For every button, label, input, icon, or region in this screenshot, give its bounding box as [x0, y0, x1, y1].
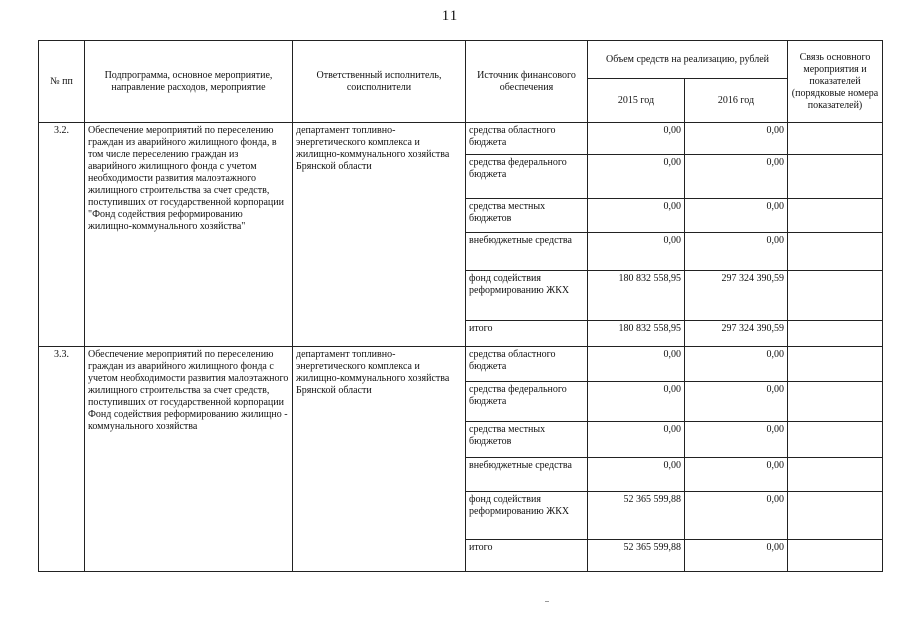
amount-2016: 0,00 [685, 199, 788, 233]
table-row [39, 347, 883, 382]
financing-table [38, 40, 883, 572]
amount-2015: 0,00 [588, 155, 685, 199]
amount-2016: 0,00 [685, 123, 788, 155]
amount-2016: 0,00 [685, 422, 788, 458]
amount-2015: 180 832 558,95 [588, 271, 685, 321]
amount-2015-total: 180 832 558,95 [588, 321, 685, 347]
section-number: 3.3. [39, 347, 85, 572]
link-cell [788, 123, 883, 155]
amount-2015: 52 365 599,88 [588, 492, 685, 540]
page-number: 11 [441, 8, 459, 24]
source-cell-total: итого [466, 321, 588, 347]
section-number: 3.2. [39, 123, 85, 347]
link-cell [788, 540, 883, 572]
source-cell: внебюджетные средства [466, 458, 588, 492]
amount-2015: 0,00 [588, 199, 685, 233]
amount-2015: 0,00 [588, 233, 685, 271]
section-title: Обеспечение мероприятий по переселению граждан из аварийного жилищного фонда, в том числе переселению граждан из аварийного жилищного фонда с учетом необходимости развития малоэтажного жилищного строительства за счет средств, поступивших от государственной корпорации "Фонд содействия реформированию жилищно-коммунального хозяйства" [85, 123, 293, 347]
link-cell [788, 347, 883, 382]
amount-2015: 0,00 [588, 458, 685, 492]
amount-2015-total: 52 365 599,88 [588, 540, 685, 572]
link-cell [788, 382, 883, 422]
header-executor: Ответственный исполнитель, соисполнители [293, 41, 466, 123]
section-executor: департамент топливно-энергетического комплекса и жилищно-коммунального хозяйства Брянской области [293, 123, 466, 347]
source-cell: фонд содействия реформированию ЖКХ [466, 492, 588, 540]
amount-2016-total: 297 324 390,59 [685, 321, 788, 347]
header-num: № пп [39, 41, 85, 123]
link-cell [788, 422, 883, 458]
section-title: Обеспечение мероприятий по переселению граждан из аварийного жилищного фонда с учетом необходимости развития малоэтажного жилищного строительства за счет средств, поступивших от государственной корпорации Фонд содействия реформированию жилищно - коммунального хозяйства [85, 347, 293, 572]
amount-2016-total: 0,00 [685, 540, 788, 572]
table-row [39, 123, 883, 155]
header-link: Связь основного мероприятия и показателей (порядковые номера показателей) [788, 41, 883, 123]
link-cell [788, 271, 883, 321]
source-cell-total: итого [466, 540, 588, 572]
header-year-2016: 2016 год [685, 79, 788, 123]
source-cell: средства областного бюджета [466, 347, 588, 382]
source-cell: фонд содействия реформированию ЖКХ [466, 271, 588, 321]
source-cell: средства федерального бюджета [466, 155, 588, 199]
header-source: Источник финансового обеспечения [466, 41, 588, 123]
section-executor: департамент топливно-энергетического комплекса и жилищно-коммунального хозяйства Брянской области [293, 347, 466, 572]
source-cell: средства федерального бюджета [466, 382, 588, 422]
amount-2016: 0,00 [685, 492, 788, 540]
scan-speck [545, 601, 549, 602]
link-cell [788, 492, 883, 540]
source-cell: средства областного бюджета [466, 123, 588, 155]
link-cell [788, 155, 883, 199]
link-cell [788, 233, 883, 271]
header-year-2015: 2015 год [588, 79, 685, 123]
amount-2015: 0,00 [588, 422, 685, 458]
source-cell: средства местных бюджетов [466, 422, 588, 458]
link-cell [788, 458, 883, 492]
amount-2015: 0,00 [588, 382, 685, 422]
amount-2016: 0,00 [685, 458, 788, 492]
link-cell [788, 199, 883, 233]
amount-2016: 0,00 [685, 155, 788, 199]
amount-2015: 0,00 [588, 347, 685, 382]
amount-2016: 0,00 [685, 233, 788, 271]
source-cell: внебюджетные средства [466, 233, 588, 271]
amount-2016: 0,00 [685, 382, 788, 422]
amount-2016: 297 324 390,59 [685, 271, 788, 321]
header-volume: Объем средств на реализацию, рублей [588, 41, 788, 79]
link-cell [788, 321, 883, 347]
amount-2016: 0,00 [685, 347, 788, 382]
header-subprogram: Подпрограмма, основное мероприятие, направление расходов, мероприятие [85, 41, 293, 123]
amount-2015: 0,00 [588, 123, 685, 155]
source-cell: средства местных бюджетов [466, 199, 588, 233]
